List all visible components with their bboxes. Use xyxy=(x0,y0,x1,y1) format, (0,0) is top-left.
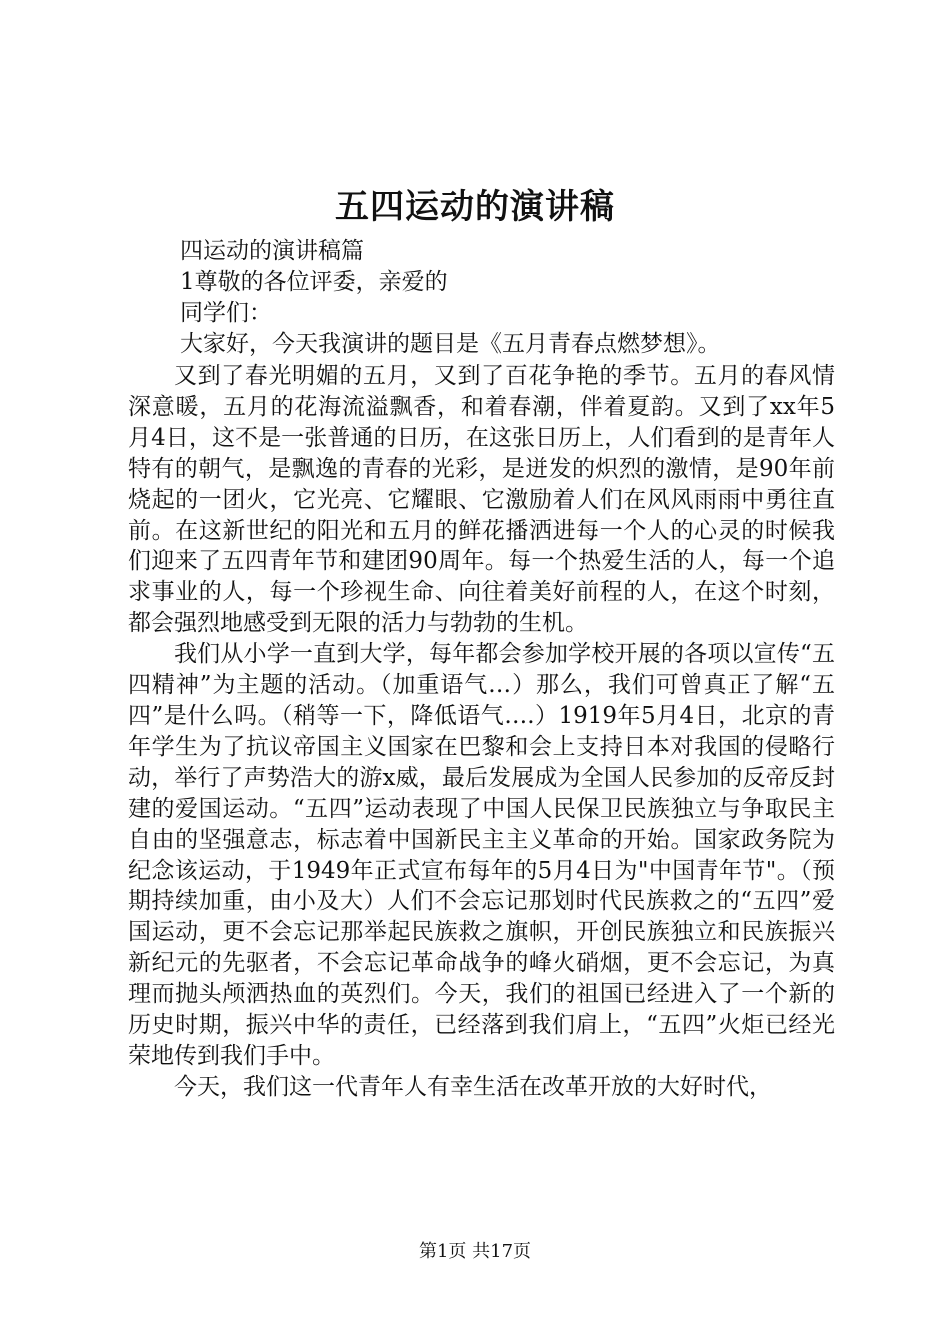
paragraph: 我们从小学一直到大学，每年都会参加学校开展的各项以宣传“五四精神”为主题的活动。（加重语气…）那么，我们可曾真正了解“五四”是什么吗。（稍等一下，降低语气….）1919年5月4日，北京的青年学生为了抗议帝国主义国家在巴黎和会上支持日本对我国的侵略行动，举行了声势浩大的游x威，最后发展成为全国人民参加的反帝反封建的爱国运动。“五四”运动表现了中国人民保卫民族独立与争取民主自由的坚强意志，标志着中国新民主主义革命的开始。国家政务院为纪念该运动，于1949年正式宣布每年的5月4日为"中国青年节"。（预期持续加重，由小及大）人们不会忘记那划时代民族救之的“五四”爱国运动，更不会忘记那举起民族救之旗帜，开创民族独立和民族振兴新纪元的先驱者，不会忘记革命战争的峰火硝烟，更不会忘记，为真理而抛头颅洒热血的英烈们。今天，我们的祖国已经进入了一个新的历史时期，振兴中华的责任，已经落到我们肩上，“五四”火炬已经光荣地传到我们手中。 xyxy=(128,641,835,1069)
intro-line: 四运动的演讲稿篇 xyxy=(180,238,364,264)
paragraph: 又到了春光明媚的五月，又到了百花争艳的季节。五月的春风情深意暖，五月的花海流溢飘香，和着春潮，伴着夏韵。又到了xx年5月4日，这不是一张普通的日历，在这张日历上，人们看到的是青年人特有的朝气，是飘逸的青春的光彩，是迸发的炽烈的激情，是90年前烧起的一团火，它光亮、它耀眼、它激励着人们在风风雨雨中勇往直前。在这新世纪的阳光和五月的鲜花播洒进每一个人的心灵的时候我们迎来了五四青年节和建团90周年。每一个热爱生活的人，每一个追求事业的人，每一个珍视生命、向往着美好前程的人，在这个时刻，都会强烈地感受到无限的活力与勃勃的生机。 xyxy=(128,363,835,637)
intro-line: 1尊敬的各位评委，亲爱的 xyxy=(180,269,448,295)
intro-line: 大家好，今天我演讲的题目是《五月青春点燃梦想》。 xyxy=(180,331,721,357)
page-footer: 第1页 共17页 xyxy=(418,1241,532,1262)
body-text xyxy=(128,361,835,1103)
document-title: 五四运动的演讲稿 xyxy=(335,187,615,227)
intro-block xyxy=(180,236,860,360)
paragraph: 今天，我们这一代青年人有幸生活在改革开放的大好时代， xyxy=(174,1073,772,1100)
intro-line: 同学们： xyxy=(180,300,272,326)
